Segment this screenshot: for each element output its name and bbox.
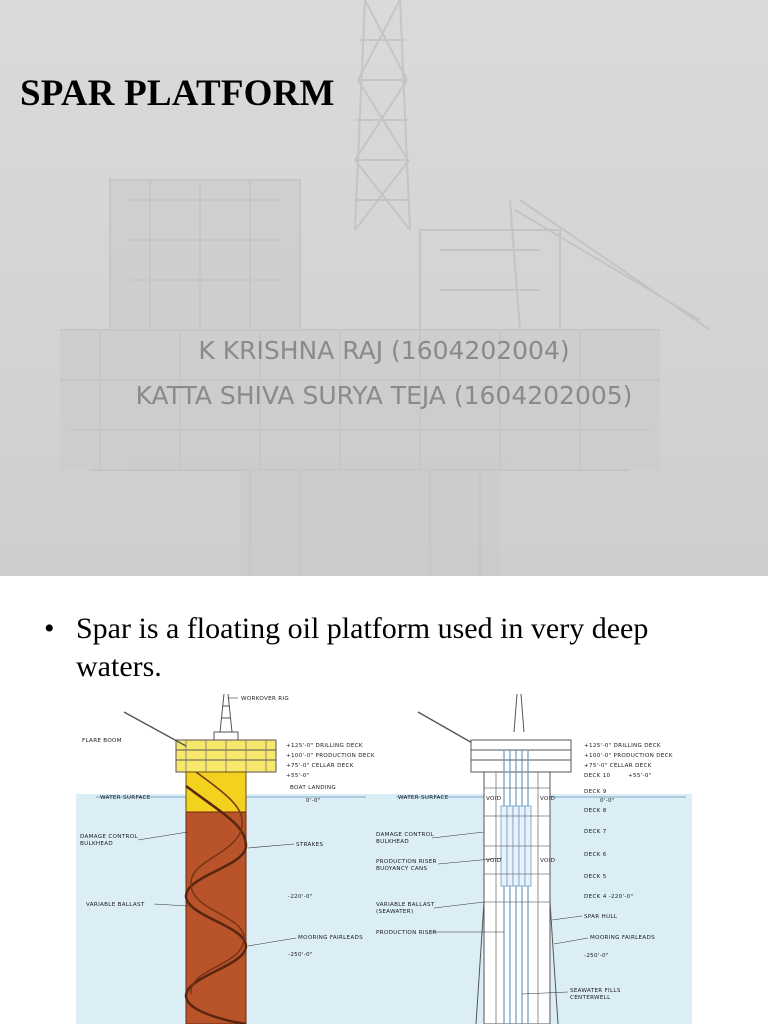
label-r-deck-9: DECK 9: [584, 789, 607, 795]
label-mooring-fairleads: MOORING FAIRLEADS: [298, 935, 363, 941]
label-r-bulkhead: BULKHEAD: [376, 839, 409, 845]
label-flare-boom: FLARE BOOM: [82, 738, 122, 744]
label-r-elev-250: -250'-0": [584, 953, 609, 959]
label-damage-control: DAMAGE CONTROL: [80, 834, 138, 840]
label-production-deck: +100'-0" PRODUCTION DECK: [286, 753, 375, 759]
label-r-spar-hull: SPAR HULL: [584, 914, 618, 920]
bullet-text: Spar is a floating oil platform used in very deep waters.: [76, 612, 649, 683]
bullet-point: [44, 610, 734, 686]
label-r-elev-0: 0'-0": [600, 798, 615, 804]
label-r-deck-8: DECK 8: [584, 808, 607, 814]
label-r-elev-55: +55'-0": [628, 773, 652, 779]
label-variable-ballast: VARIABLE BALLAST: [86, 902, 145, 908]
label-drilling-deck: +125'-0" DRILLING DECK: [286, 743, 363, 749]
label-r-damage-control: DAMAGE CONTROL: [376, 832, 434, 838]
label-r-mooring-fairleads: MOORING FAIRLEADS: [590, 935, 655, 941]
label-cellar-deck: +75'-0" CELLAR DECK: [286, 763, 354, 769]
label-water-surface: WATER SURFACE: [100, 795, 151, 801]
void-label-1: VOID: [486, 796, 502, 802]
author-line-2: KATTA SHIVA SURYA TEJA (1604202005): [135, 381, 633, 410]
label-bulkhead: BULKHEAD: [80, 841, 113, 847]
author-line-1: K KRISHNA RAJ (1604202004): [198, 336, 570, 365]
slide-title: SPAR PLATFORM: [20, 73, 335, 114]
void-label-2: VOID: [540, 796, 556, 802]
label-r-water-surface: WATER SURFACE: [398, 795, 449, 801]
label-elev-55: +55'-0": [286, 773, 310, 779]
label-r-production-riser-buoyancy-2: BUOYANCY CANS: [376, 866, 428, 872]
label-r-cellar-deck: +75'-0" CELLAR DECK: [584, 763, 652, 769]
void-label-3: VOID: [486, 858, 502, 864]
label-boat-landing: BOAT LANDING: [290, 785, 336, 791]
label-r-seawater-fills-1: SEAWATER FILLS: [570, 988, 621, 994]
label-r-deck-4: DECK 4 -220'-0": [584, 894, 634, 900]
label-r-deck-6: DECK 6: [584, 852, 607, 858]
label-r-production-deck: +100'-0" PRODUCTION DECK: [584, 753, 673, 759]
label-r-deck-5: DECK 5: [584, 874, 607, 880]
label-r-seawater-fills-2: CENTERWELL: [570, 995, 611, 1001]
label-r-production-riser: PRODUCTION RISER: [376, 930, 437, 936]
void-label-4: VOID: [540, 858, 556, 864]
spar-platform-diagram: [76, 676, 692, 1024]
label-elev-0: 0'-0": [306, 798, 321, 804]
label-elev-250: -250'-0": [288, 952, 313, 958]
spar-exterior-figure: [76, 694, 376, 1024]
label-elev-220: -220'-0": [288, 894, 313, 900]
label-r-deck-10: DECK 10: [584, 773, 611, 779]
content-slide: [0, 576, 768, 1024]
label-workover-rig: WORKOVER RIG: [241, 696, 289, 702]
label-r-deck-7: DECK 7: [584, 829, 607, 835]
label-r-variable-ballast-2: (SEAWATER): [376, 909, 414, 915]
label-r-variable-ballast-1: VARIABLE BALLAST: [376, 902, 435, 908]
label-strakes: STRAKES: [296, 842, 324, 848]
spar-cross-section-figure: [376, 694, 692, 1024]
label-r-drilling-deck: +125'-0" DRILLING DECK: [584, 743, 661, 749]
label-r-production-riser-buoyancy-1: PRODUCTION RISER: [376, 859, 437, 865]
bullet-icon: •: [44, 612, 55, 645]
